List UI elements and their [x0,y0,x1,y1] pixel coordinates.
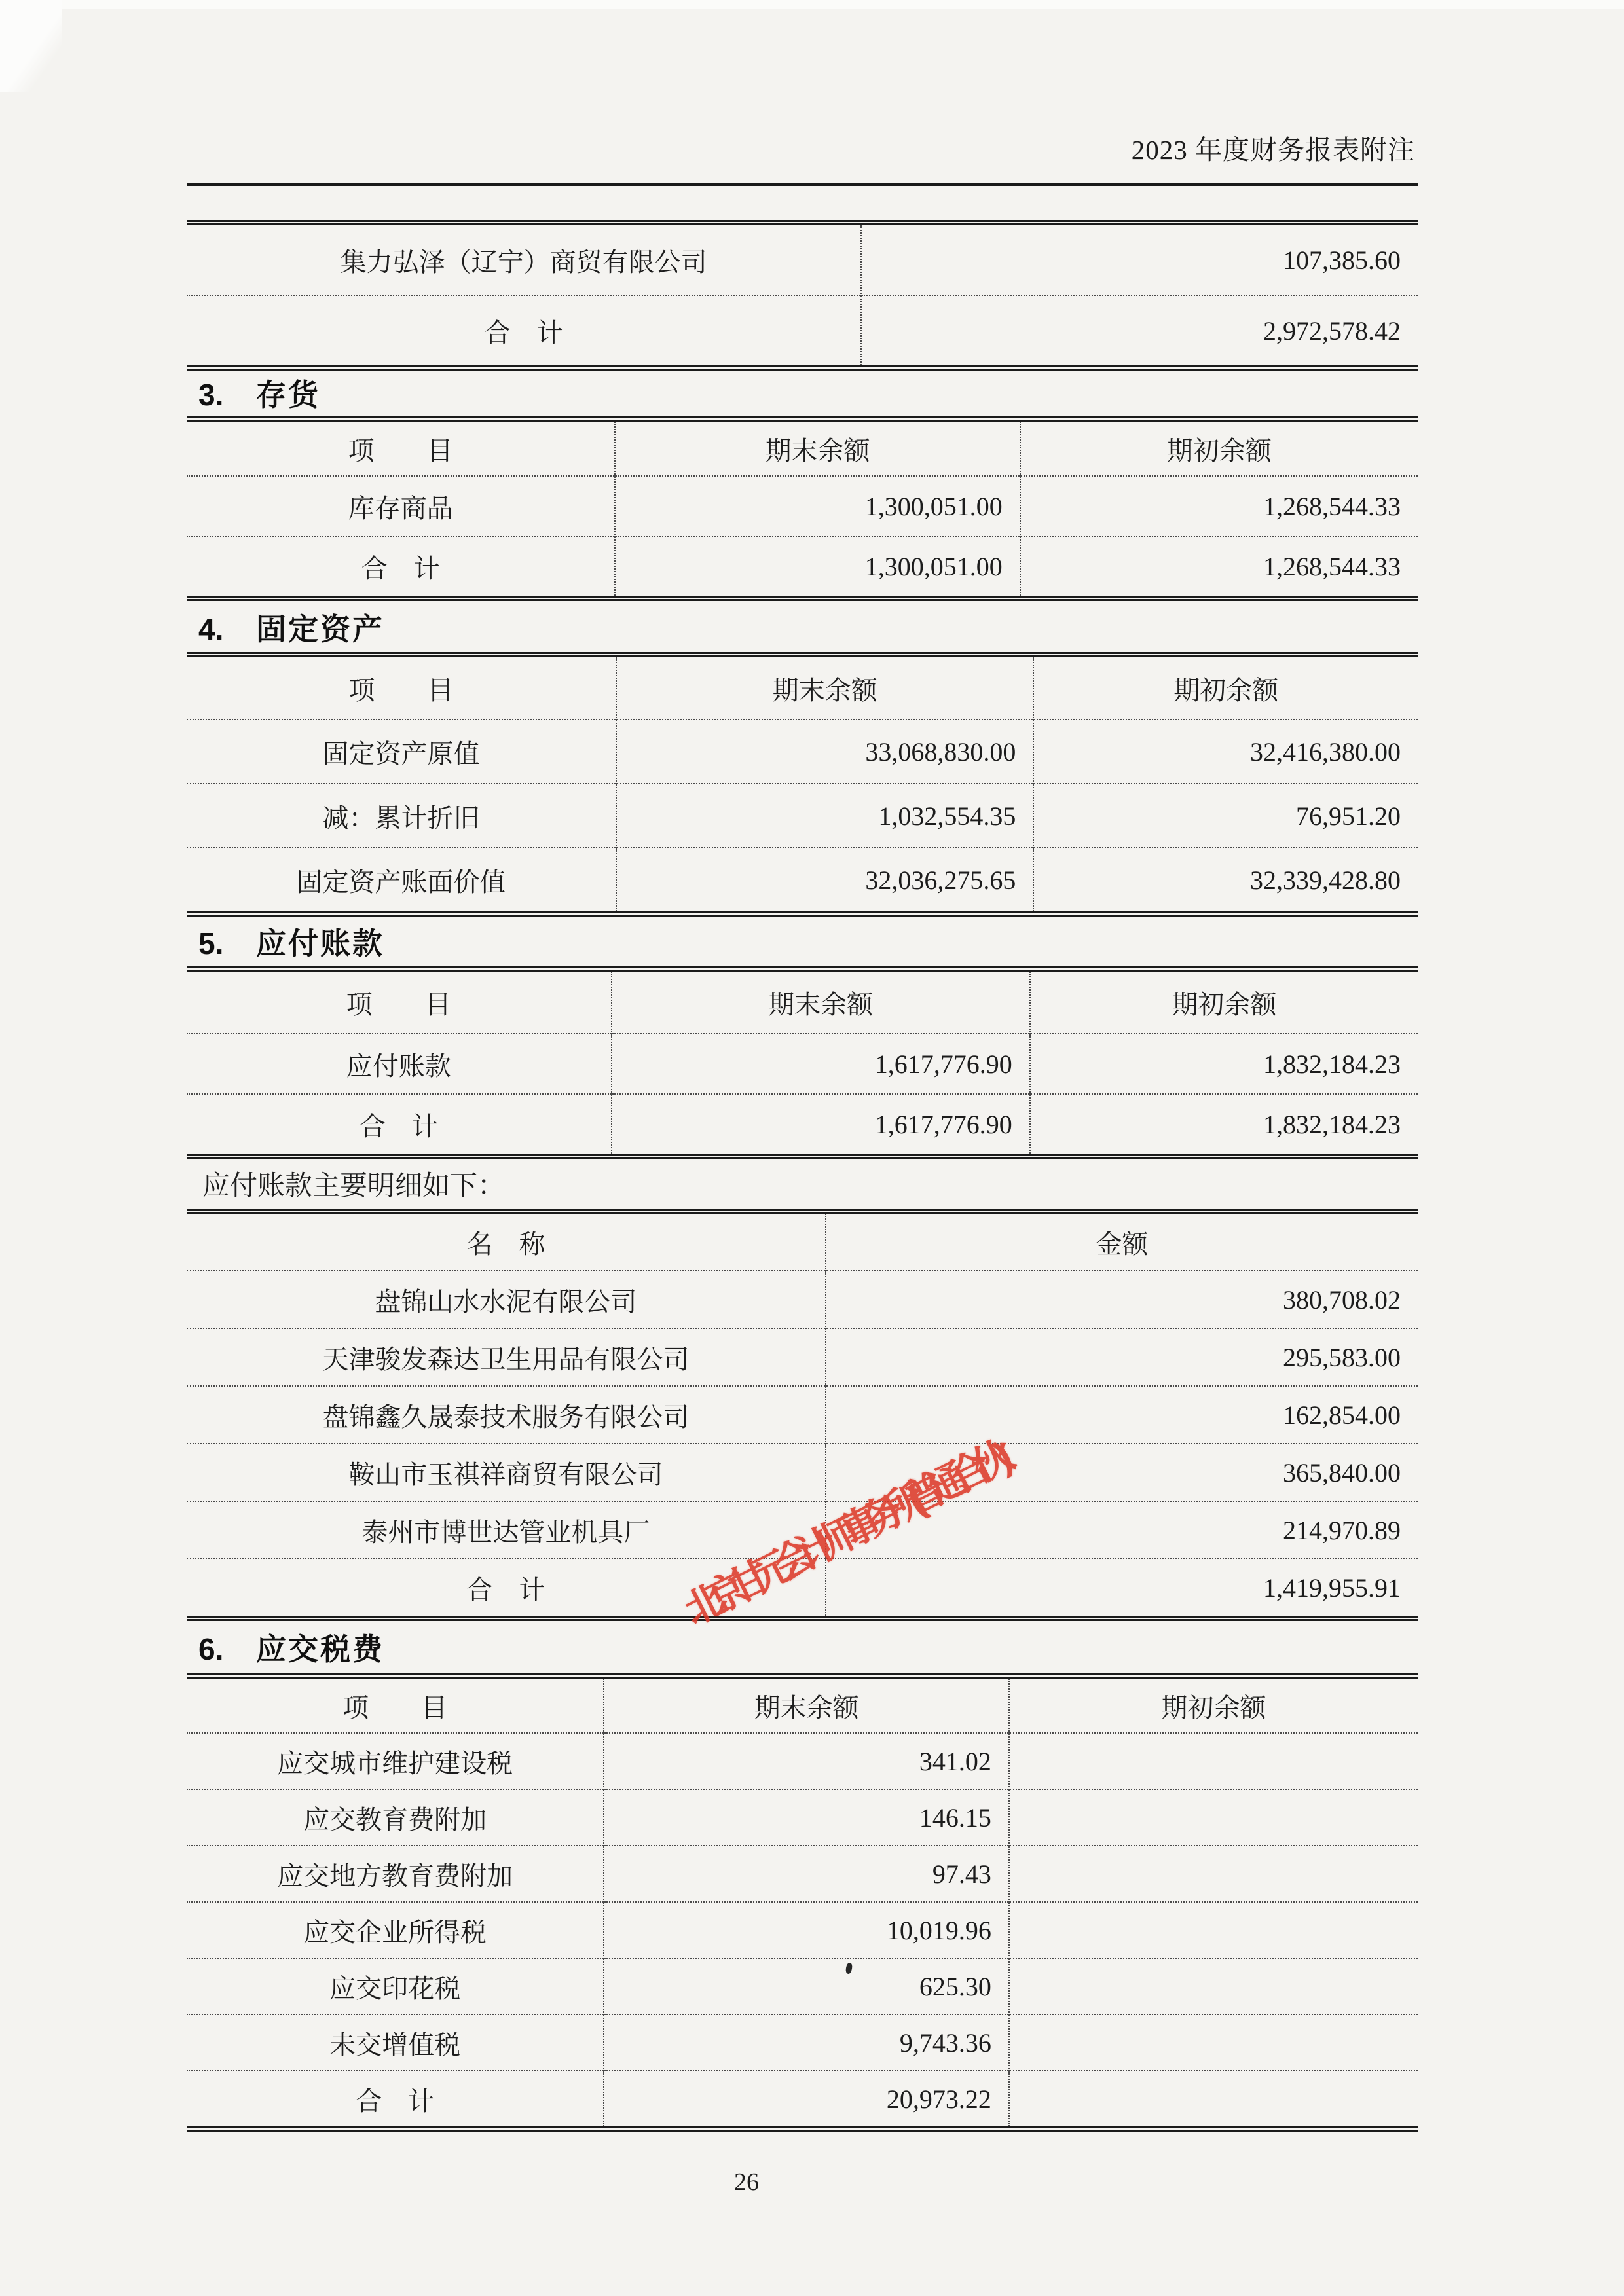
row-amount [1009,1958,1418,2014]
row-amount: 1,032,554.35 [616,784,1033,848]
table-row [187,784,1418,848]
row-label: 鞍山市玉祺祥商贸有限公司 [187,1444,826,1501]
column-header: 项 目 [342,1692,448,1722]
row-amount: 1,268,544.33 [1020,536,1418,598]
table-row-total [187,2071,1418,2129]
row-amount: 1,832,184.23 [1030,1034,1418,1094]
row-amount [1009,1733,1418,1789]
row-amount: 625.30 [604,1958,1009,2014]
section-heading-accounts-payable [187,926,1418,961]
row-label: 固定资产原值 [187,720,616,784]
column-header: 期初余额 [1009,1676,1418,1733]
column-header: 期末余额 [615,419,1020,476]
row-amount: 76,951.20 [1033,784,1418,848]
row-amount: 9,743.36 [604,2014,1009,2071]
section-number: 3. [198,378,224,412]
row-amount: 97.43 [604,1846,1009,1902]
table-header-row [187,655,1418,720]
section-number: 5. [198,926,224,960]
table-row [187,1271,1418,1328]
taxes-payable-table [187,1673,1418,2132]
row-amount: 365,840.00 [826,1444,1418,1501]
row-amount [1009,1789,1418,1846]
row-amount: 1,268,544.33 [1020,476,1418,536]
row-label: 减：累计折旧 [187,784,616,848]
row-label: 合 计 [187,295,861,368]
column-header: 名 称 [466,1229,545,1259]
section-number: 4. [198,612,224,646]
fixed-assets-table [187,652,1418,917]
table-row [187,223,1418,295]
table-row [187,848,1418,914]
column-header: 项 目 [348,675,454,705]
table-header-row [187,1676,1418,1733]
row-amount: 1,300,051.00 [615,476,1020,536]
table-row [187,1846,1418,1902]
table-row [187,1958,1418,2014]
table-row-total [187,1094,1418,1156]
column-header: 金额 [826,1211,1418,1271]
table-header-row [187,1211,1418,1271]
row-label: 合 计 [187,1559,826,1618]
receivables-continuation-table [187,220,1418,371]
page-content [187,0,1418,2196]
column-header: 期初余额 [1033,655,1418,720]
payable-detail-table [187,1209,1418,1621]
section-title: 存货 [256,378,320,412]
table-row [187,1501,1418,1559]
section-number: 6. [198,1632,224,1666]
section-heading-fixed-assets [187,611,1418,647]
column-header: 期初余额 [1020,419,1418,476]
row-amount [1009,1902,1418,1958]
row-amount: 380,708.02 [826,1271,1418,1328]
row-amount: 341.02 [604,1733,1009,1789]
table-header-row [187,969,1418,1034]
row-amount: 32,036,275.65 [616,848,1033,914]
row-label: 应交教育费附加 [187,1789,604,1846]
row-label: 应交地方教育费附加 [187,1846,604,1902]
inventory-table [187,416,1418,601]
column-header: 期末余额 [612,969,1030,1034]
row-amount: 1,832,184.23 [1030,1094,1418,1156]
row-label: 应交企业所得税 [187,1902,604,1958]
row-amount: 1,419,955.91 [826,1559,1418,1618]
section-heading-taxes-payable [187,1631,1418,1667]
payable-detail-note: 应付账款主要明细如下： [202,1171,506,1201]
row-amount [1009,1846,1418,1902]
column-header: 项 目 [346,989,451,1019]
header-rule [187,183,1418,186]
row-label: 应交印花税 [187,1958,604,2014]
row-amount: 1,300,051.00 [615,536,1020,598]
row-amount: 146.15 [604,1789,1009,1846]
table-header-row [187,419,1418,476]
row-amount: 32,339,428.80 [1033,848,1418,914]
table-row [187,1444,1418,1501]
row-amount: 214,970.89 [826,1501,1418,1559]
table-row [187,720,1418,784]
table-row [187,2014,1418,2071]
row-amount: 10,019.96 [604,1902,1009,1958]
row-label: 盘锦鑫久晟泰技术服务有限公司 [187,1386,826,1444]
table-row-total [187,1559,1418,1618]
accounts-payable-table [187,966,1418,1159]
page-number: 26 [734,2168,759,2196]
column-header: 期末余额 [604,1676,1009,1733]
row-label: 泰州市博世达管业机具厂 [187,1501,826,1559]
section-title: 应付账款 [256,926,384,960]
row-amount: 295,583.00 [826,1328,1418,1386]
row-label: 未交增值税 [187,2014,604,2071]
row-label: 集力弘泽（辽宁）商贸有限公司 [340,247,707,277]
row-amount: 33,068,830.00 [616,720,1033,784]
table-row-total [187,295,1418,368]
column-header: 期初余额 [1030,969,1418,1034]
audit-firm-stamp: 北京甘元会计师事务所(普通合伙) [677,1440,1006,1634]
section-heading-inventory [187,377,1418,412]
row-amount [1009,2071,1418,2129]
row-amount: 1,617,776.90 [612,1094,1030,1156]
table-row [187,476,1418,536]
row-label: 合 计 [187,1094,612,1156]
column-header: 项 目 [348,435,453,465]
page-title: 2023 年度财务报表附注 [1131,135,1415,165]
row-amount [1009,2014,1418,2071]
table-row [187,1789,1418,1846]
row-label: 应付账款 [187,1034,612,1094]
section-title: 应交税费 [256,1632,384,1666]
row-amount: 2,972,578.42 [861,295,1418,368]
column-header: 期末余额 [616,655,1033,720]
section-title: 固定资产 [256,612,384,646]
row-amount: 162,854.00 [826,1386,1418,1444]
row-label: 库存商品 [187,476,615,536]
table-row [187,1902,1418,1958]
row-label: 天津骏发森达卫生用品有限公司 [187,1328,826,1386]
table-row [187,1328,1418,1386]
row-amount: 1,617,776.90 [612,1034,1030,1094]
row-label: 应交城市维护建设税 [187,1733,604,1789]
row-label: 合 计 [187,536,615,598]
row-amount: 107,385.60 [861,223,1418,295]
table-row-total [187,536,1418,598]
row-label: 固定资产账面价值 [187,848,616,914]
row-label: 盘锦山水水泥有限公司 [187,1271,826,1328]
table-row [187,1386,1418,1444]
row-label: 合 计 [187,2071,604,2129]
row-amount: 20,973.22 [604,2071,1009,2129]
table-row [187,1733,1418,1789]
table-row [187,1034,1418,1094]
row-amount: 32,416,380.00 [1033,720,1418,784]
